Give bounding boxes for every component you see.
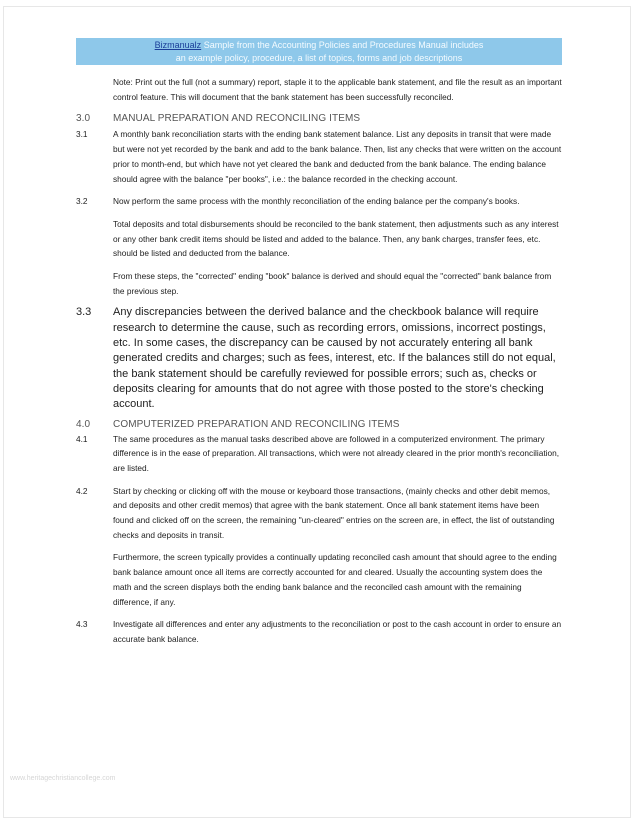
section-4-heading — [76, 418, 562, 432]
banner-line-1-text: Sample from the Accounting Policies and Procedures Manual includes — [201, 40, 484, 50]
item-text: Start by checking or clicking off with the mouse or keyboard those transactions, (mainly checks and other debit memos, and deposits and other credit memos) that agree with the bank statement. Once all bank statement items have been found and clicked off on the screen, the remaining "un-cleared" entries on the screen are, in effect, the list of outstanding checks and deposits in transit. — [113, 485, 555, 540]
item-text: The same procedures as the manual tasks described above are followed in a computerized environment. The primary difference is in the ease of preparation. All transactions, which were not already cleared in the prior month's reconciliation, are listed. — [113, 433, 560, 473]
item-4-1 — [76, 432, 562, 476]
item-text: Any discrepancies between the derived balance and the checkbook balance will require research to determine the cause, such as recording errors, omissions, incorrect postings, etc. In some cases, the discrepancy can be caused by not accurately entering all bank generated credits and charges; such as fees, interest, etc. If the balances still do not equal, the bank statement should be carefully reviewed for possible errors; such as, checks or deposits clearing for amounts that do not agree with those posted to the store's checking account. — [113, 306, 556, 411]
item-number: 3.1 — [76, 129, 88, 140]
item-3-2 — [76, 194, 562, 209]
item-number: 4.2 — [76, 485, 88, 496]
section-title: COMPUTERIZED PREPARATION AND RECONCILING ITEMS — [113, 418, 400, 430]
section-title: MANUAL PREPARATION AND RECONCILING ITEMS — [113, 113, 361, 125]
item-number: 4.1 — [76, 433, 88, 444]
item-4-2-paragraph: Furthermore, the screen typically provides a continually updating reconciled cash amount that should agree to the ending bank balance amount once all items are correctly accounted for and cleared. Usually the accounting system does the math and the screen displays both the ending bank balance and the reconciled cash amount with the remaining difference, if any. — [113, 552, 557, 607]
item-text: A monthly bank reconciliation starts with the ending bank statement balance. List any deposits in transit that were made but were not yet recorded by the bank and add to the bank balance. Then, list any checks that were written on the account prior to month-end, but which have not yet cleared the bank and deducted from the bank balance. The ending balance should agree with the balance "per books", i.e.: the balance recorded in the checking account. — [113, 129, 562, 184]
item-text: Investigate all differences and enter any adjustments to the reconciliation or post to the cash account in order to ensure an accurate bank balance. — [113, 619, 562, 644]
item-text: Now perform the same process with the monthly reconciliation of the ending balance per the company's books. — [113, 196, 520, 207]
header-banner — [76, 38, 562, 65]
bizmanualz-link[interactable]: Bizmanualz — [154, 40, 202, 50]
item-3-2-paragraph-2: From these steps, the "corrected" ending "book" balance is derived and should equal the "corrected" bank balance from the previous step. — [113, 271, 552, 296]
watermark: www.heritagechristiancollege.com — [10, 775, 116, 782]
section-number: 3.0 — [76, 113, 91, 125]
banner-line-1 — [76, 39, 562, 52]
item-number: 3.3 — [76, 306, 92, 319]
item-4-3 — [76, 617, 562, 646]
section-number: 4.0 — [76, 418, 91, 430]
section-3-heading — [76, 112, 562, 126]
item-number: 3.2 — [76, 196, 88, 207]
item-4-2 — [76, 484, 562, 543]
banner-line-2: an example policy, procedure, a list of topics, forms and job descriptions — [175, 52, 463, 63]
item-3-1 — [76, 127, 562, 186]
item-3-3 — [76, 305, 562, 412]
document-body — [76, 74, 562, 647]
note-paragraph: Note: Print out the full (not a summary) report, staple it to the applicable bank statement, and file the result as an important control feature. This will document that the bank statement has been successfully reconciled. — [113, 77, 562, 102]
item-3-2-paragraph-1: Total deposits and total disbursements should be reconciled to the bank statement, then adjustments such as any interest or any other bank credit items should be listed and added to the balance. Then, any bank charges, transfer fees, etc. should be listed and deducted from the balance. — [113, 218, 559, 259]
item-number: 4.3 — [76, 619, 88, 630]
